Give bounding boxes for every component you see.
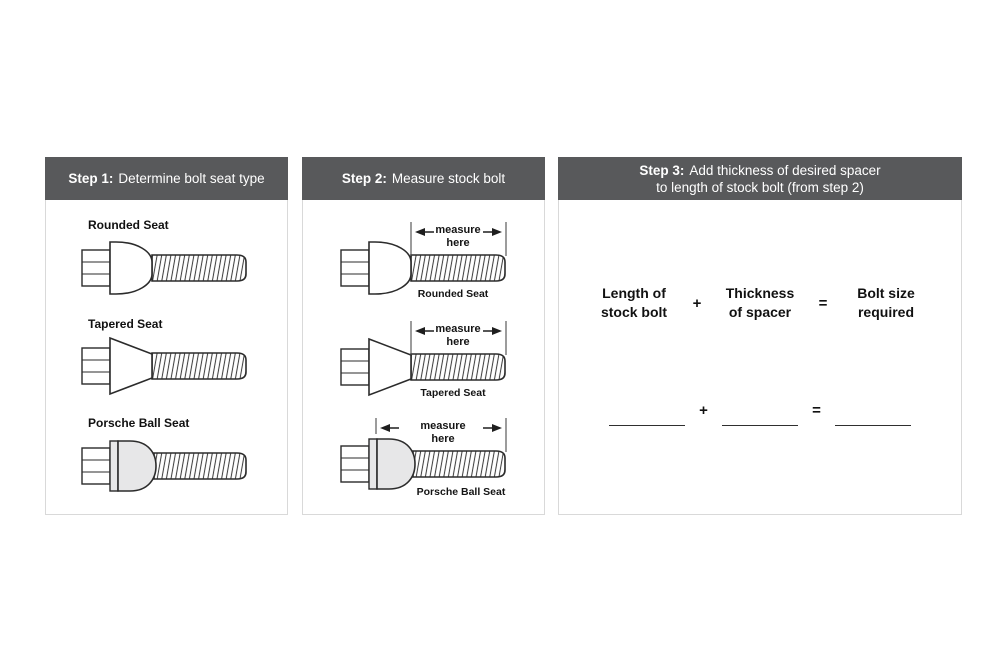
- panel-step1: [45, 157, 288, 515]
- rounded-seat-small-label: Rounded Seat: [417, 288, 489, 300]
- measure-arrow-right: [492, 327, 502, 335]
- porsche-ball-seat-label: Porsche Ball Seat: [88, 416, 190, 430]
- step2-header-title: Measure stock bolt: [391, 171, 506, 186]
- tapered-seat-bolt-illustration: [80, 334, 250, 403]
- step3-header-title-line1: Add thickness of desired spacer: [689, 162, 881, 178]
- step1-header-title: Determine bolt seat type: [118, 171, 265, 186]
- measure-rounded-seat-illustration: [313, 216, 523, 315]
- measure-here-text: here: [446, 336, 470, 348]
- formula-plus-sign: +: [692, 294, 702, 312]
- tapered-seat-small-label: Tapered Seat: [420, 387, 486, 399]
- worksheet-row: [559, 402, 961, 426]
- measure-arrow-right: [492, 228, 502, 236]
- worksheet-equals-sign: =: [812, 402, 821, 419]
- measure-here-text: measure: [420, 420, 466, 432]
- measure-arrow-left: [415, 228, 425, 236]
- worksheet-plus-sign: +: [699, 402, 708, 419]
- measure-tapered-seat-illustration: [313, 315, 523, 414]
- stock-bolt-length-blank: [609, 403, 685, 426]
- formula-term-spacer-thickness: Thickness of spacer: [725, 285, 795, 320]
- formula-equals-sign: =: [818, 294, 828, 312]
- step1-header-step: Step 1:: [68, 171, 114, 186]
- measure-here-text: here: [446, 237, 470, 249]
- formula-row: [559, 284, 961, 322]
- porsche-ball-seat-bolt-illustration: [80, 434, 250, 503]
- spacer-thickness-blank: [722, 403, 798, 426]
- measure-arrow-left: [415, 327, 425, 335]
- step2-header-step: Step 2:: [341, 171, 387, 186]
- step3-header: [558, 157, 962, 200]
- measure-here-text: measure: [435, 323, 481, 335]
- porsche-ball-seat-small-label: Porsche Ball Seat: [416, 486, 506, 498]
- step3-header-title-line2: to length of stock bolt (from step 2): [656, 179, 864, 195]
- formula-term-stock-bolt-length: Length of stock bolt: [600, 285, 668, 320]
- rounded-seat-label: Rounded Seat: [88, 218, 169, 232]
- measure-porsche-ball-seat-illustration: [313, 412, 523, 511]
- measure-arrow-left: [380, 424, 390, 432]
- measure-arrow-right: [492, 424, 502, 432]
- measure-here-text: measure: [435, 224, 481, 236]
- formula-term-bolt-size-required: Bolt size required: [857, 285, 915, 320]
- panel-step2: [302, 157, 545, 515]
- panel-step3: [558, 157, 962, 515]
- step3-header-step: Step 3:: [639, 162, 685, 178]
- bolt-size-required-blank: [835, 403, 911, 426]
- tapered-seat-label: Tapered Seat: [88, 317, 163, 331]
- step1-header: [45, 157, 288, 200]
- rounded-seat-bolt-illustration: [80, 236, 250, 305]
- step2-header: [302, 157, 545, 200]
- measure-here-text: here: [431, 433, 455, 445]
